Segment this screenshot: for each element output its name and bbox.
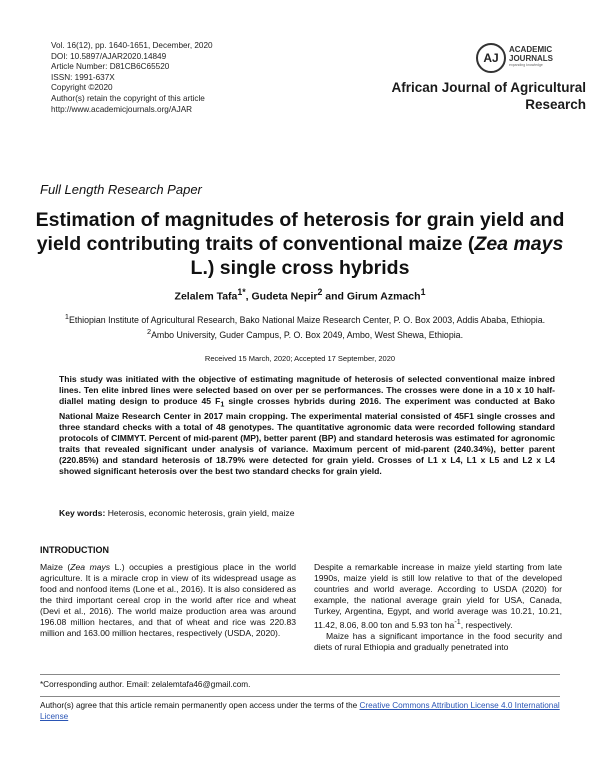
meta-volume: Vol. 16(12), pp. 1640-1651, December, 2020	[51, 41, 213, 50]
abstract-text-a: This study was initiated with the objective of estimating magnitude of heterosis of selected conventional maize inbred lines. Ten elite inbred lines were selected based on over per se performances. The crosses were done in a 10 x 10 half-diallel mating design to produce 45 F	[59, 374, 555, 407]
meta-rights: Author(s) retain the copyright of this article	[51, 93, 205, 103]
intro-right-sup: -1	[454, 618, 461, 627]
corresponding-author: *Corresponding author. Email: zelalemtafa46@gmail.com.	[40, 680, 251, 689]
meta-url[interactable]: http://www.academicjournals.org/AJAR	[51, 104, 193, 114]
logo-line1: ACADEMIC	[509, 45, 553, 54]
title-italic1: Zea	[474, 233, 509, 255]
meta-issn: ISSN: 1991-637X	[51, 72, 115, 82]
license-text: Author(s) agree that this article remain permanently open access under the terms of the	[40, 701, 360, 710]
keywords-text: Heterosis, economic heterosis, grain yield, maize	[105, 508, 295, 518]
logo-wordmark	[509, 45, 553, 63]
affiliation-1-text: Ethiopian Institute of Agricultural Research, Bako National Maize Research Center, P. O. Box 2003, Addis Ababa, Ethiopia.	[68, 314, 546, 325]
affiliation-2-text: Ambo University, Guder Campus, P. O. Box 2049, Ambo, West Shewa, Ethiopia.	[151, 329, 464, 340]
abstract	[59, 374, 555, 478]
author-1-sup: 1*	[237, 287, 246, 297]
meta-doi: DOI: 10.5897/AJAR2020.14849	[51, 51, 167, 61]
keywords-label: Key words:	[59, 508, 106, 518]
author-2: Gudeta Nepir	[251, 290, 318, 303]
intro-right-a: Despite a remarkable increase in maize yield starting from late 1990s, maize yield is still low relative to that of the developed countries and world average. According to USDA (2020) for example, the national average grain yield for USA, Canada, Turkey, Argentina, Egypt, and world average was 10.21, 10.21, 11.42, 8.06, 8.00 ton and 5.93 ton ha	[314, 562, 562, 631]
footnote-divider-top	[40, 674, 560, 675]
intro-left-b: L.) occupies a prestigious place in the world agriculture. It is a miracle crop in view of its widespread usage as food and nonfood items (Lone et al., 2016). It is also considered as the third important cereal crop in the world after rice and wheat (Devi et al., 2016). The world maize production area was around 196.08 million hectares, and that of wheat and rice was 220.83 million and 163.00 million hectares, respectively (USDA, 2020).	[40, 562, 296, 639]
intro-left-a: Maize (	[40, 562, 71, 572]
author-sep-1: ,	[245, 290, 252, 303]
affiliations	[50, 311, 560, 341]
affiliation-2	[50, 326, 560, 341]
meta-article-number: Article Number: D81CB6C65520	[51, 62, 170, 72]
paper-type: Full Length Research Paper	[40, 182, 202, 197]
logo-line2: JOURNALS	[509, 54, 554, 63]
logo-tagline: expanding knowledge	[509, 63, 543, 67]
intro-paragraph-1	[40, 562, 296, 639]
meta-copyright: Copyright ©2020	[51, 83, 113, 93]
journal-name	[346, 79, 586, 113]
intro-left-italic: Zea mays	[70, 562, 111, 572]
title-part1: Estimation of magnitudes of heterosis for grain yield and yield contributing traits of conventional maize (	[35, 209, 565, 255]
author-1: Zelalem Tafa	[174, 290, 238, 303]
author-sep-2: and	[322, 290, 347, 303]
keywords	[59, 508, 555, 519]
intro-paragraph-3: Maize has a significant importance in the food security and diets of rural Ethiopia and gradually penetrated into	[314, 631, 562, 653]
author-3: Girum Azmach	[346, 290, 421, 303]
affiliation-1-sup: 1	[64, 312, 69, 321]
introduction-heading: INTRODUCTION	[40, 545, 109, 555]
journal-line2: Research	[525, 97, 586, 112]
affiliation-2-sup: 2	[146, 326, 152, 336]
intro-right-b: , respectively.	[460, 620, 513, 631]
article-metadata	[51, 41, 213, 115]
title-italic2: mays	[513, 233, 564, 255]
author-list	[30, 287, 570, 303]
author-3-sup: 1	[420, 287, 426, 297]
paper-title	[30, 208, 570, 280]
author-2-sup: 2	[317, 287, 323, 297]
license-link[interactable]: Creative Commons Attribution License 4.0 International License	[40, 701, 560, 721]
intro-right-column	[314, 562, 562, 653]
journal-line1: African Journal of Agricultural	[391, 80, 586, 95]
license-notice	[40, 701, 560, 723]
abstract-text-b: single crosses hybrids during 2016. The experiment was conducted at Bako National Maize Research Center in 2017 main cropping. The experimental material consisted of 45F1 single crosses and three standard checks with a total of 48 genotypes. The quantitative agronomic data were recorded following standard protocols of CIMMYT. Percent of mid-parent (MP), better parent (BP) and standard heterosis was estimated for agronomic traits that revealed significant under analysis of variance. Maximum percent of mid-parent (240.34%), better parent (220.85%) and standard heterosis of 18.79% were detected for grain yield. Crosses of L1 x L4, L1 x L5 and L2 x L4 showed significant heterosis over the best two standard checks for grain yield.	[59, 396, 555, 477]
intro-left-column	[40, 562, 296, 639]
affiliation-1	[50, 311, 560, 326]
publisher-logo	[476, 43, 596, 73]
title-part3: L.) single cross hybrids	[190, 257, 410, 279]
received-dates: Received 15 March, 2020; Accepted 17 September, 2020	[204, 354, 396, 363]
intro-paragraph-2	[314, 562, 562, 631]
abstract-sub: 1	[220, 400, 225, 409]
footnote-divider-bottom	[40, 696, 560, 697]
logo-mark: AJ	[476, 43, 506, 73]
